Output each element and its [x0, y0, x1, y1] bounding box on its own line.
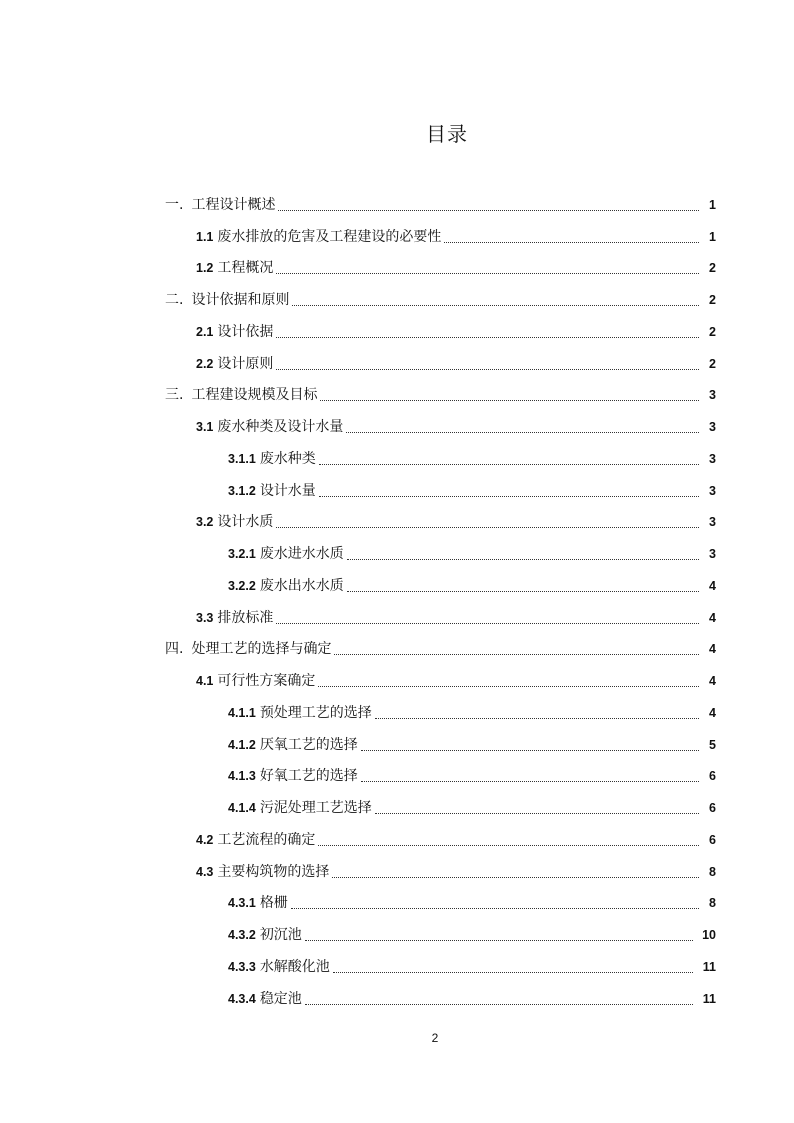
toc-entry-page: 2	[709, 261, 716, 276]
toc-entry[interactable]	[0, 824, 794, 856]
toc-entry-label: 厌氧工艺的选择	[259, 736, 358, 753]
toc-entry-label: 污泥处理工艺选择	[259, 800, 372, 817]
toc-entry[interactable]	[0, 602, 794, 634]
toc-entry[interactable]	[0, 792, 794, 824]
toc-dot-leader	[334, 653, 699, 655]
toc-entry-page: 3	[709, 547, 716, 562]
toc-entry-label: 稳定池	[259, 990, 302, 1007]
table-of-contents	[0, 189, 794, 1015]
toc-entry[interactable]	[0, 634, 794, 666]
toc-entry-page: 2	[709, 324, 716, 339]
toc-entry-page: 3	[709, 515, 716, 530]
page-title: 目录	[426, 122, 468, 146]
toc-entry-label: 工程概况	[217, 260, 274, 277]
toc-entry-label: 设计依据	[217, 323, 274, 340]
toc-entry-number: 四.	[165, 641, 184, 658]
toc-dot-leader	[292, 304, 699, 306]
toc-entry-number: 3.3	[196, 610, 214, 625]
toc-entry-number: 4.3.4	[228, 991, 256, 1006]
toc-entry-number: 3.1.1	[228, 451, 256, 466]
toc-entry-label: 工程建设规模及目标	[191, 387, 318, 404]
toc-entry-label: 主要构筑物的选择	[217, 863, 330, 880]
toc-dot-leader	[278, 209, 699, 211]
toc-entry-page: 4	[709, 578, 716, 593]
toc-entry-number: 4.1	[196, 674, 214, 689]
toc-entry-page: 11	[702, 991, 716, 1006]
toc-entry-label: 废水种类及设计水量	[217, 419, 344, 436]
toc-entry-label: 工程设计概述	[191, 196, 276, 213]
toc-entry[interactable]	[0, 919, 794, 951]
toc-entry-label: 可行性方案确定	[217, 673, 316, 690]
toc-entry-number: 一.	[165, 196, 184, 213]
toc-dot-leader	[333, 971, 693, 973]
toc-entry-number: 4.1.3	[228, 769, 256, 784]
page-number: 2	[431, 1031, 439, 1045]
toc-entry-page: 4	[709, 674, 716, 689]
toc-entry-page: 3	[709, 388, 716, 403]
toc-entry-label: 预处理工艺的选择	[259, 704, 372, 721]
toc-entry-number: 3.1	[196, 420, 214, 435]
toc-dot-leader	[276, 622, 699, 624]
toc-entry-page: 1	[709, 229, 716, 244]
toc-entry-page: 10	[702, 928, 716, 943]
toc-entry[interactable]	[0, 983, 794, 1015]
toc-entry-page: 4	[709, 610, 716, 625]
toc-entry-number: 3.2.1	[228, 547, 256, 562]
toc-entry-number: 三.	[165, 387, 184, 404]
toc-entry-page: 8	[709, 896, 716, 911]
toc-dot-leader	[276, 526, 699, 528]
toc-entry-page: 2	[709, 356, 716, 371]
toc-entry[interactable]	[0, 253, 794, 285]
toc-entry-label: 处理工艺的选择与确定	[191, 641, 332, 658]
toc-entry-label: 设计原则	[217, 355, 274, 372]
toc-dot-leader	[291, 907, 699, 909]
toc-entry[interactable]	[0, 475, 794, 507]
toc-dot-leader	[361, 749, 699, 751]
toc-entry[interactable]	[0, 570, 794, 602]
toc-entry[interactable]	[0, 697, 794, 729]
toc-dot-leader	[276, 272, 699, 274]
toc-entry[interactable]	[0, 856, 794, 888]
toc-entry-number: 3.2.2	[228, 578, 256, 593]
toc-entry[interactable]	[0, 411, 794, 443]
toc-dot-leader	[375, 717, 699, 719]
toc-entry-label: 设计水质	[217, 514, 274, 531]
toc-dot-leader	[444, 241, 699, 243]
toc-dot-leader	[375, 812, 699, 814]
toc-entry-number: 1.1	[196, 229, 214, 244]
toc-entry-label: 废水出水水质	[259, 577, 344, 594]
toc-entry-page: 2	[709, 293, 716, 308]
toc-entry-label: 工艺流程的确定	[217, 831, 316, 848]
toc-entry-page: 3	[709, 420, 716, 435]
toc-entry-number: 3.2	[196, 515, 214, 530]
toc-dot-leader	[346, 431, 699, 433]
toc-dot-leader	[305, 939, 693, 941]
toc-entry-page: 6	[709, 832, 716, 847]
toc-entry-number: 二.	[165, 292, 184, 309]
toc-entry-label: 水解酸化池	[259, 958, 330, 975]
toc-entry[interactable]	[0, 507, 794, 539]
toc-entry-number: 2.1	[196, 324, 214, 339]
toc-entry-label: 好氧工艺的选择	[259, 768, 358, 785]
toc-entry-label: 初沉池	[259, 927, 302, 944]
toc-entry-number: 1.2	[196, 261, 214, 276]
toc-entry-number: 4.1.4	[228, 801, 256, 816]
toc-dot-leader	[361, 780, 699, 782]
toc-entry[interactable]	[0, 729, 794, 761]
toc-entry-label: 废水排放的危害及工程建设的必要性	[217, 228, 442, 245]
toc-dot-leader	[347, 558, 699, 560]
toc-entry[interactable]	[0, 538, 794, 570]
toc-entry[interactable]	[0, 316, 794, 348]
toc-entry-number: 4.3.2	[228, 928, 256, 943]
toc-entry-page: 1	[709, 197, 716, 212]
toc-dot-leader	[320, 399, 699, 401]
toc-entry-label: 排放标准	[217, 609, 274, 626]
toc-dot-leader	[276, 368, 699, 370]
toc-entry[interactable]	[0, 380, 794, 412]
toc-entry-number: 4.3	[196, 864, 214, 879]
toc-entry[interactable]	[0, 951, 794, 983]
toc-entry[interactable]	[0, 189, 794, 221]
toc-dot-leader	[276, 336, 699, 338]
toc-entry-label: 废水种类	[259, 450, 316, 467]
toc-dot-leader	[305, 1003, 693, 1005]
toc-entry-page: 4	[709, 642, 716, 657]
toc-entry[interactable]	[0, 284, 794, 316]
toc-entry-label: 设计依据和原则	[191, 292, 290, 309]
toc-entry-label: 格栅	[259, 895, 288, 912]
toc-entry-page: 4	[709, 705, 716, 720]
toc-entry-page: 8	[709, 864, 716, 879]
toc-entry-label: 废水进水水质	[259, 546, 344, 563]
toc-entry[interactable]	[0, 443, 794, 475]
toc-dot-leader	[318, 685, 699, 687]
toc-entry-number: 4.2	[196, 832, 214, 847]
toc-dot-leader	[318, 844, 699, 846]
toc-entry-page: 5	[709, 737, 716, 752]
toc-entry-number: 4.3.1	[228, 896, 256, 911]
toc-dot-leader	[319, 495, 699, 497]
toc-entry[interactable]	[0, 221, 794, 253]
toc-entry-label: 设计水量	[259, 482, 316, 499]
toc-entry[interactable]	[0, 761, 794, 793]
toc-entry-number: 4.1.2	[228, 737, 256, 752]
toc-entry-page: 6	[709, 769, 716, 784]
toc-entry[interactable]	[0, 665, 794, 697]
toc-dot-leader	[332, 876, 699, 878]
toc-entry[interactable]	[0, 888, 794, 920]
toc-entry-number: 4.1.1	[228, 705, 256, 720]
toc-entry[interactable]	[0, 348, 794, 380]
toc-entry-number: 2.2	[196, 356, 214, 371]
toc-entry-number: 4.3.3	[228, 959, 256, 974]
toc-entry-page: 6	[709, 801, 716, 816]
toc-dot-leader	[319, 463, 699, 465]
toc-dot-leader	[347, 590, 699, 592]
toc-entry-page: 3	[709, 451, 716, 466]
toc-entry-page: 11	[702, 959, 716, 974]
toc-entry-number: 3.1.2	[228, 483, 256, 498]
toc-entry-page: 3	[709, 483, 716, 498]
